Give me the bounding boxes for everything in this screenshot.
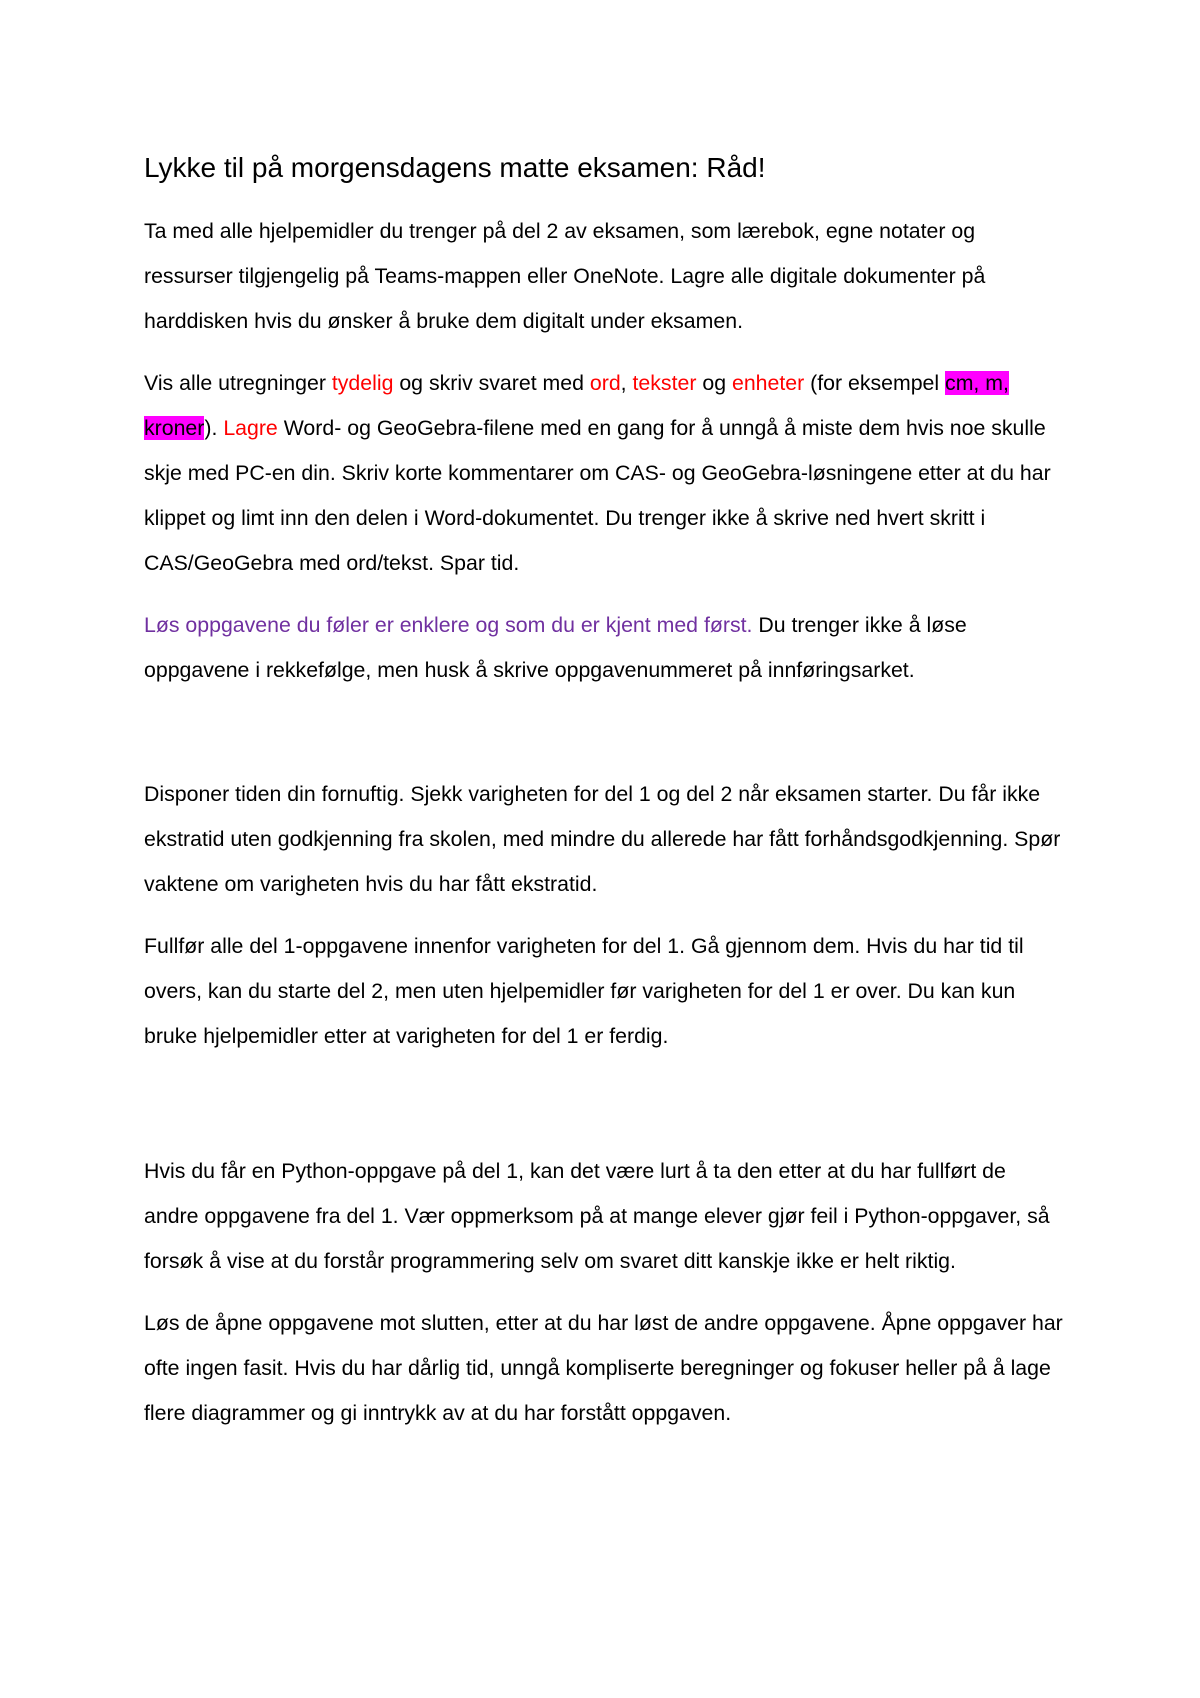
blank-line xyxy=(144,710,1064,772)
paragraph-time: Disponer tiden din fornuftig. Sjekk varigheten for del 1 og del 2 når eksamen starter. Du får ikke ekstratid uten godkjenning fra skolen, med mindre du allerede har fått forhåndsgodkjenning. Spør vaktene om varigheten hvis du har fått ekstratid. xyxy=(144,782,1061,896)
paragraph-calculations xyxy=(144,361,1064,586)
paragraph-python: Hvis du får en Python-oppgave på del 1, kan det være lurt å ta den etter at du har fullført de andre oppgavene fra del 1. Vær oppmerksom på at mange elever gjør feil i Python-oppgaver, så forsøk å vise at du forstår programmering selv om svaret ditt kanskje ikke er helt riktig. xyxy=(144,1159,1050,1273)
paragraph-open-tasks: Løs de åpne oppgavene mot slutten, etter at du har løst de andre oppgavene. Åpne oppgaver har ofte ingen fasit. Hvis du har dårlig tid, unngå kompliserte beregninger og fokuser heller på å lage flere diagrammer og gi inntrykk av at du har forstått oppgaven. xyxy=(144,1311,1063,1425)
emphasis-enheter: enheter xyxy=(731,371,805,395)
emphasis-ord: ord xyxy=(589,371,621,395)
calc-text-5: (for eksempel xyxy=(804,371,946,395)
document-title: Lykke til på morgensdagens matte eksamen: Råd! xyxy=(144,152,766,183)
calc-text-6: ). xyxy=(204,416,224,440)
paragraph-part1: Fullfør alle del 1-oppgavene innenfor varigheten for del 1. Gå gjennom dem. Hvis du har tid til overs, kan du starte del 2, men uten hjelpemidler før varigheten for del 1 er over. Du kan kun bruke hjelpemidler etter at varigheten for del 1 er ferdig. xyxy=(144,934,1024,1048)
emphasis-easy-first: Løs oppgavene du føler er enklere og som du er kjent med først. xyxy=(144,613,753,637)
paragraph-tools: Ta med alle hjelpemidler du trenger på del 2 av eksamen, som lærebok, egne notater og ressurser tilgjengelig på Teams-mappen eller OneNote. Lagre alle digitale dokumenter på harddisken hvis du ønsker å bruke dem digitalt under eksamen. xyxy=(144,219,986,333)
order-text: Du trenger ikke å løse oppgavene i rekkefølge, men husk å skrive oppgavenummeret på innføringsarket. xyxy=(144,613,967,682)
highlight-units: cm, m, kroner xyxy=(144,371,1009,440)
calc-text-4: og xyxy=(696,371,732,395)
emphasis-tydelig: tydelig xyxy=(331,371,394,395)
calc-text-3: , xyxy=(620,371,633,395)
paragraph-order xyxy=(144,603,1064,693)
calc-text-2: og skriv svaret med xyxy=(393,371,590,395)
emphasis-tekster: tekster xyxy=(632,371,697,395)
calc-text-7: Word- og GeoGebra-filene med en gang for å unngå å miste dem hvis noe skulle skje med PC-en din. Skriv korte kommentarer om CAS- og GeoGebra-løsningene etter at du har klippet og limt inn den delen i Word-dokumentet. Du trenger ikke å skrive ned hvert skritt i CAS/GeoGebra med ord/tekst. Spar tid. xyxy=(144,416,1051,575)
document-body xyxy=(144,148,1064,1453)
blank-line xyxy=(144,1076,1064,1149)
emphasis-lagre: Lagre xyxy=(223,416,278,440)
calc-text-1: Vis alle utregninger xyxy=(144,371,332,395)
